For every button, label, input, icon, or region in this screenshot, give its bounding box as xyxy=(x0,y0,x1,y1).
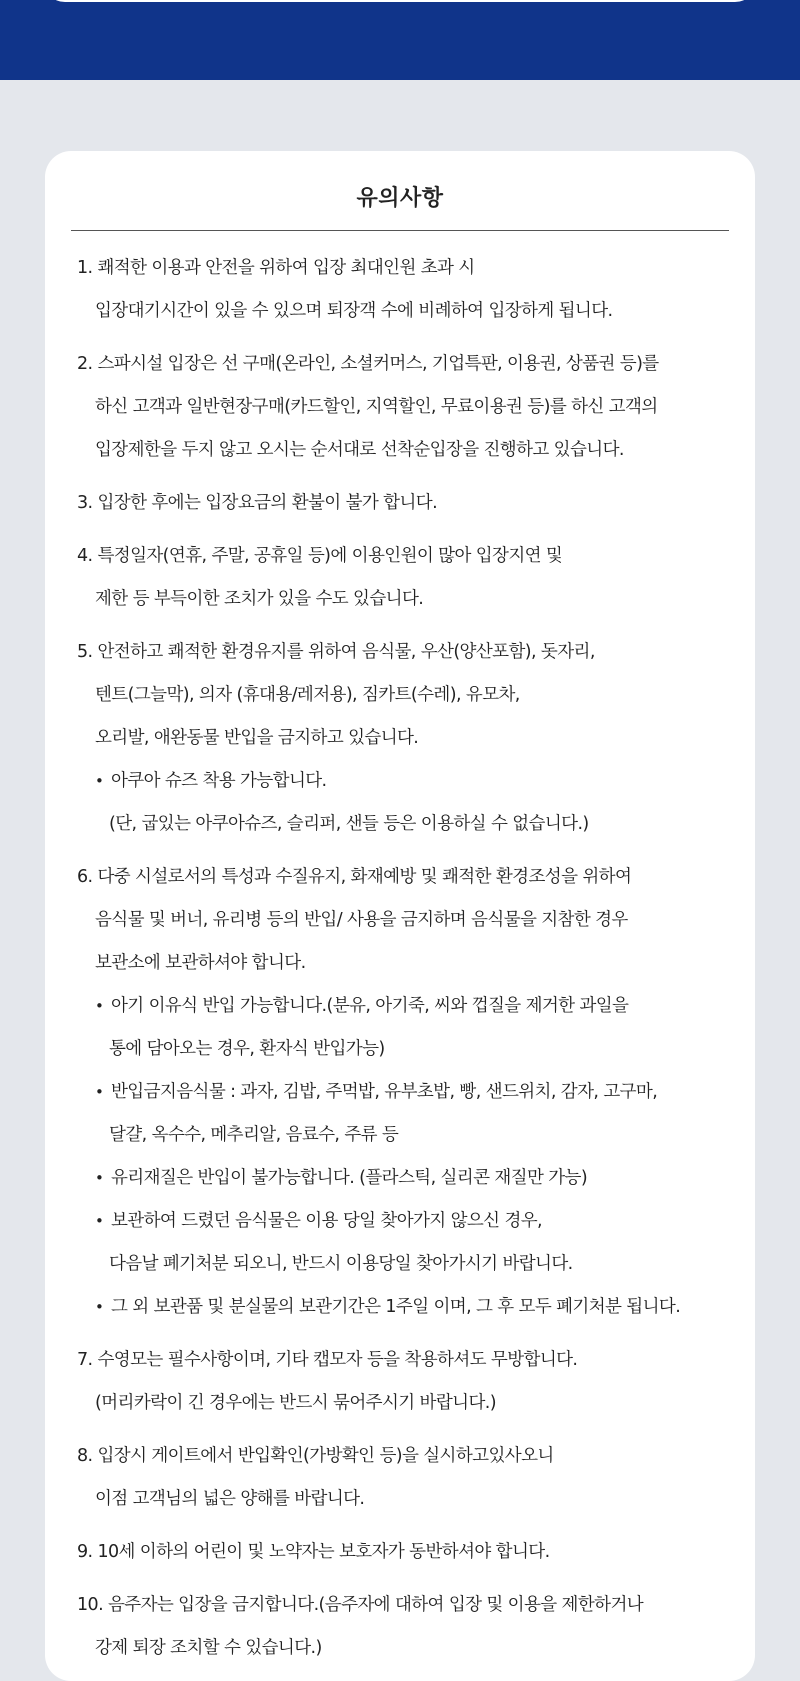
notice-item xyxy=(77,247,737,333)
bullet-dot-icon: • xyxy=(95,1169,104,1187)
notice-item-continuation: 입장제한을 두지 않고 오시는 순서대로 선착순입장을 진행하고 있습니다. xyxy=(95,440,624,460)
notice-item xyxy=(77,343,737,472)
notice-bullet xyxy=(77,1200,737,1243)
notice-bullet-continuation: 통에 담아오는 경우, 환자식 반입가능) xyxy=(109,1039,385,1059)
notice-item xyxy=(77,1584,737,1670)
notice-item-text: 7. 수영모는 필수사항이며, 기타 캡모자 등을 착용하셔도 무방합니다. xyxy=(77,1350,578,1370)
banner-card-edge xyxy=(43,0,757,2)
notice-bullet-text: 유리재질은 반입이 불가능합니다. (플라스틱, 실리콘 재질만 가능) xyxy=(111,1168,588,1188)
notice-item xyxy=(77,856,737,1329)
notice-item-continuation: 제한 등 부득이한 조치가 있을 수도 있습니다. xyxy=(95,589,424,609)
bullet-dot-icon: • xyxy=(95,1083,104,1101)
title-divider xyxy=(71,230,729,231)
notice-item-continuation: 음식물 및 버너, 유리병 등의 반입/ 사용을 금지하며 음식물을 지참한 경우 xyxy=(95,910,628,930)
notice-item-text: 8. 입장시 게이트에서 반입확인(가방확인 등)을 실시하고있사오니 xyxy=(77,1446,554,1466)
notice-item-text: 9. 10세 이하의 어린이 및 노약자는 보호자가 동반하셔야 합니다. xyxy=(77,1542,550,1562)
notice-bullet xyxy=(77,1071,737,1114)
notice-bullet-continuation: (단, 굽있는 아쿠아슈즈, 슬리퍼, 샌들 등은 이용하실 수 없습니다.) xyxy=(109,814,589,834)
bullet-dot-icon: • xyxy=(95,997,104,1015)
notice-item-continuation: 텐트(그늘막), 의자 (휴대용/레저용), 짐카트(수레), 유모차, xyxy=(95,685,520,705)
notice-item xyxy=(77,631,737,846)
notice-title: 유의사항 xyxy=(356,186,444,211)
bullet-dot-icon: • xyxy=(95,1212,104,1230)
notice-item-continuation: 오리발, 애완동물 반입을 금지하고 있습니다. xyxy=(95,728,419,748)
notice-item-continuation: 강제 퇴장 조치할 수 있습니다.) xyxy=(95,1638,322,1658)
notice-bullet-continuation: 다음날 폐기처분 되오니, 반드시 이용당일 찾아가시기 바랍니다. xyxy=(109,1254,573,1274)
notice-item-continuation: 이점 고객님의 넓은 양해를 바랍니다. xyxy=(95,1489,365,1509)
notice-bullet xyxy=(77,760,737,803)
notice-card xyxy=(45,151,755,1681)
notice-item-continuation: 보관소에 보관하셔야 합니다. xyxy=(95,953,306,973)
notice-item-continuation: (머리카락이 긴 경우에는 반드시 묶어주시기 바랍니다.) xyxy=(95,1393,496,1413)
notice-item-text: 6. 다중 시설로서의 특성과 수질유지, 화재예방 및 쾌적한 환경조성을 위하여 xyxy=(77,867,632,887)
notice-bullet xyxy=(77,1157,737,1200)
notice-bullet-continuation: 달걀, 옥수수, 메추리알, 음료수, 주류 등 xyxy=(109,1125,399,1145)
notice-item-text: 2. 스파시설 입장은 선 구매(온라인, 소셜커머스, 기업특판, 이용권, 상품권 등)를 xyxy=(77,354,659,374)
notice-item xyxy=(77,1531,737,1574)
notice-list xyxy=(77,247,737,1680)
notice-item-continuation: 하신 고객과 일반현장구매(카드할인, 지역할인, 무료이용권 등)를 하신 고객의 xyxy=(95,397,658,417)
notice-bullet-text: 아기 이유식 반입 가능합니다.(분유, 아기죽, 씨와 껍질을 제거한 과일을 xyxy=(111,996,629,1016)
notice-bullet xyxy=(77,985,737,1028)
notice-item-text: 1. 쾌적한 이용과 안전을 위하여 입장 최대인원 초과 시 xyxy=(77,258,475,278)
notice-bullet-text: 아쿠아 슈즈 착용 가능합니다. xyxy=(111,771,327,791)
notice-item xyxy=(77,535,737,621)
notice-item-text: 10. 음주자는 입장을 금지합니다.(음주자에 대하여 입장 및 이용을 제한하거나 xyxy=(77,1595,644,1615)
notice-item-text: 3. 입장한 후에는 입장요금의 환불이 불가 합니다. xyxy=(77,493,438,513)
notice-item xyxy=(77,482,737,525)
bullet-dot-icon: • xyxy=(95,772,104,790)
notice-item-text: 4. 특정일자(연휴, 주말, 공휴일 등)에 이용인원이 많아 입장지연 및 xyxy=(77,546,563,566)
notice-bullet xyxy=(77,1286,737,1329)
notice-item xyxy=(77,1435,737,1521)
notice-item-text: 5. 안전하고 쾌적한 환경유지를 위하여 음식물, 우산(양산포함), 돗자리, xyxy=(77,642,595,662)
notice-bullet-text: 반입금지음식물 : 과자, 김밥, 주먹밥, 유부초밥, 빵, 샌드위치, 감자, 고구마, xyxy=(111,1082,658,1102)
bullet-dot-icon: • xyxy=(95,1298,104,1316)
notice-item-continuation: 입장대기시간이 있을 수 있으며 퇴장객 수에 비례하여 입장하게 됩니다. xyxy=(95,301,613,321)
notice-bullet-text: 보관하여 드렸던 음식물은 이용 당일 찾아가지 않으신 경우, xyxy=(111,1211,543,1231)
top-banner xyxy=(0,0,800,80)
notice-bullet-text: 그 외 보관품 및 분실물의 보관기간은 1주일 이며, 그 후 모두 폐기처분 됩니다. xyxy=(111,1297,681,1317)
notice-item xyxy=(77,1339,737,1425)
